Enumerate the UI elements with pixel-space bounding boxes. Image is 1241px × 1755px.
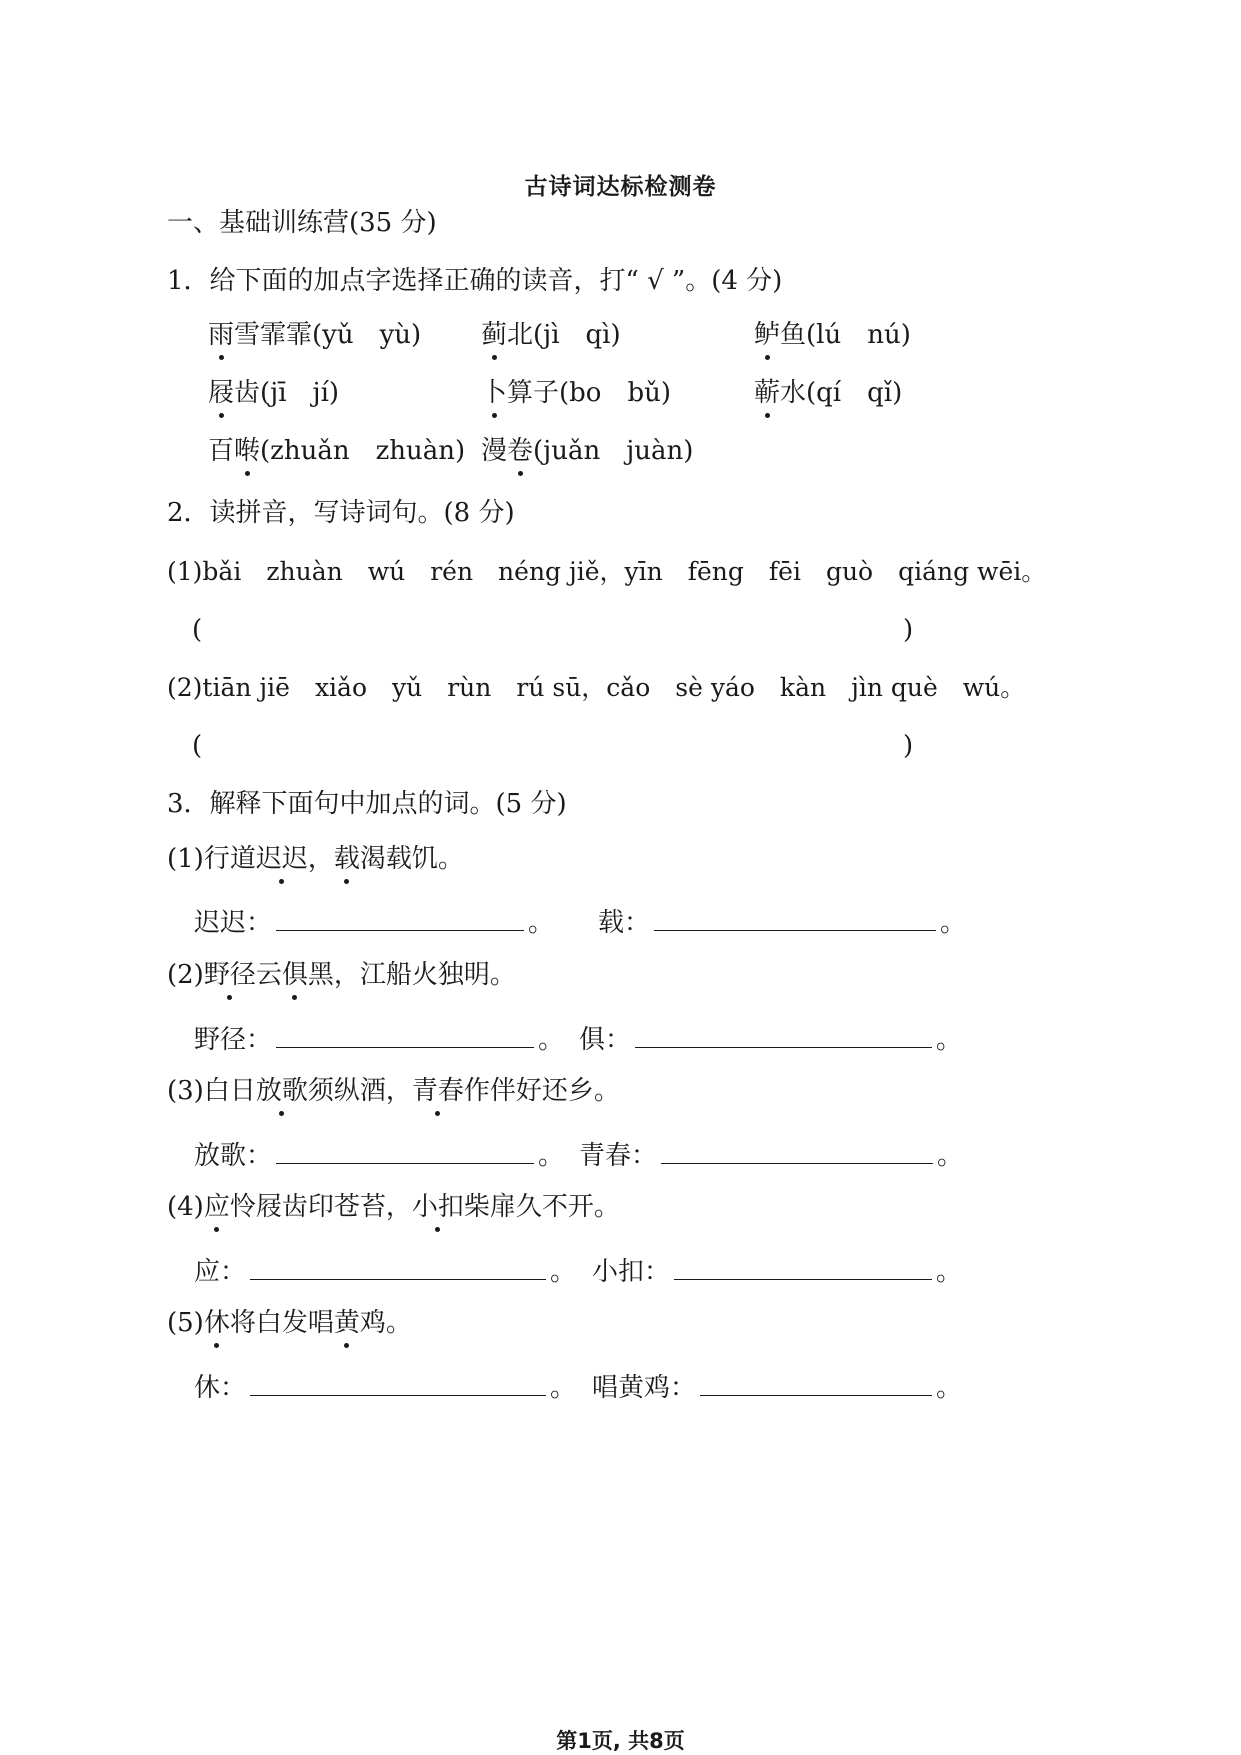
question-3-stem: 3．解释下面句中加点的词。(5 分) [167,789,567,819]
answer-line: 放歌： 。 [194,1137,564,1171]
poem-sentence: (3)白日放歌须纵酒，青春作伴好还乡。 [167,1076,620,1106]
page-footer: 第1页, 共8页 [556,1729,685,1753]
page-title: 古诗词达标检测卷 [524,174,717,200]
answer-line: 休： 。 [194,1369,576,1403]
answer-blank[interactable] [654,904,936,931]
answer-blank[interactable] [250,1253,546,1280]
answer-line: 载： 。 [598,904,966,938]
option-item: 屐齿(jī jí) [208,378,340,408]
answer-blank[interactable] [250,1369,546,1396]
answer-blank[interactable] [661,1137,933,1164]
option-item: 卜算子(bo bǔ) [481,378,671,408]
answer-line: 小扣： 。 [592,1253,962,1287]
option-item: 百啭(zhuǎn zhuàn) [208,436,466,466]
question-2-stem: 2．读拼音，写诗词句。(8 分) [167,498,515,528]
option-item: 蓟北(jì qì) [481,320,621,350]
answer-line: 青春： 。 [579,1137,963,1171]
answer-blank[interactable] [700,1369,932,1396]
question-1-stem: 1．给下面的加点字选择正确的读音，打“ √ ”。(4 分) [167,266,783,296]
poem-sentence: (1)行道迟迟，载渴载饥。 [167,844,464,874]
answer-blank[interactable] [276,1021,534,1048]
poem-sentence: (4)应怜屐齿印苍苔，小扣柴扉久不开。 [167,1192,620,1222]
answer-blank[interactable] [635,1021,932,1048]
answer-blank[interactable] [674,1253,932,1280]
poem-sentence: (2)野径云俱黑，江船火独明。 [167,960,516,990]
answer-line: 俱： 。 [579,1021,962,1055]
answer-paren-close: ) [903,615,914,645]
option-item: 蕲水(qí qǐ) [754,378,903,408]
answer-paren-open: ( [192,731,203,761]
poem-sentence: (5)休将白发唱黄鸡。 [167,1308,412,1338]
answer-line: 迟迟： 。 [194,904,554,938]
pinyin-line: (2)tiān jiē xiǎo yǔ rùn rú sū，cǎo sè yáo kàn jìn què wú。 [167,673,1026,702]
answer-blank[interactable] [276,904,524,931]
answer-line: 应： 。 [194,1253,576,1287]
answer-paren-close: ) [903,731,914,761]
section-heading: 一、基础训练营(35 分) [167,208,437,238]
option-item: 漫卷(juǎn juàn) [481,436,694,466]
option-item: 鲈鱼(lú nú) [754,320,911,350]
answer-paren-open: ( [192,615,203,645]
answer-blank[interactable] [276,1137,534,1164]
option-item: 雨雪霏霏(yǔ yù) [208,320,422,350]
pinyin-line: (1)bǎi zhuàn wú rén néng jiě，yīn fēng fēi guò qiáng wēi。 [167,557,1047,586]
answer-line: 野径： 。 [194,1021,564,1055]
answer-line: 唱黄鸡： 。 [592,1369,962,1403]
